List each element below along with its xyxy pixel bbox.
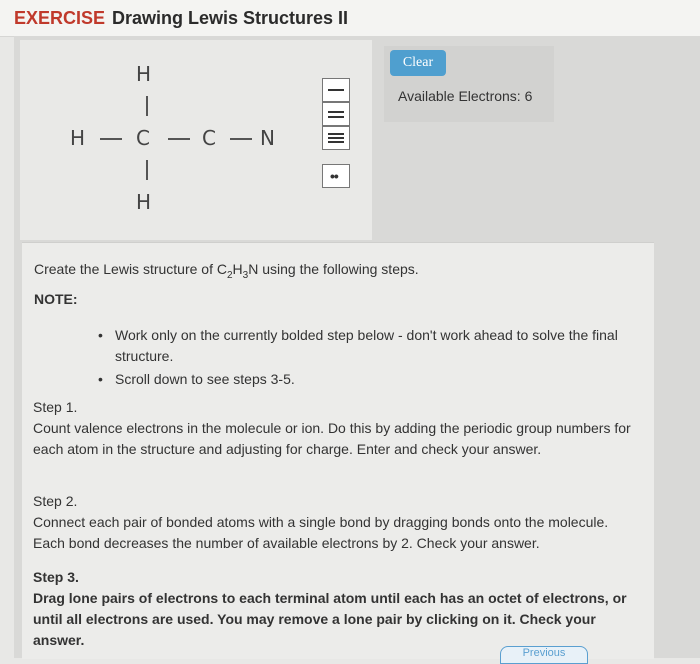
exercise-label: EXERCISE [14,8,106,28]
bond-c2-n[interactable] [230,138,252,140]
formula-mid: H [232,261,243,277]
atom-n[interactable]: N [260,126,275,150]
atom-h-left[interactable]: H [70,126,86,150]
single-bond-tool[interactable] [322,78,350,102]
note-bullet-2: • Scroll down to see steps 3-5. [98,369,638,390]
lewis-drawing-canvas[interactable] [20,40,372,240]
instructions-panel [22,242,654,659]
atom-h-top[interactable]: H [136,62,152,86]
step-2-label: Step 2. [33,493,78,509]
atom-c2[interactable]: C [202,126,216,150]
lone-pair-icon: •• [330,168,338,184]
bond-h-c1[interactable] [100,138,122,140]
step-1-text: Count valence electrons in the molecule or ion. Do this by adding the periodic group numbers for each atom in the structure and adjusting for charge. Enter and check your answer. [33,420,631,457]
note-bullet-1: • Work only on the currently bolded step below - don't work ahead to solve the final structure. [98,325,638,367]
bond-c1-c2[interactable] [168,138,190,140]
step-2-text: Connect each pair of bonded atoms with a single bond by dragging bonds onto the molecule. Each bond decreases the number of available electrons by 2. Check your answer. [33,514,609,551]
double-bond-tool[interactable] [322,102,350,126]
available-electrons: Available Electrons: 6 [398,88,533,104]
step-3-label: Step 3. [33,569,79,585]
step-3-text: Drag lone pairs of electrons to each terminal atom until each has an octet of electrons, or until all electrons are used. You may remove a lone pair by clicking on it. Check your answer. [33,590,627,648]
lone-pair-tool[interactable] [322,164,350,188]
step-3 [33,567,633,651]
exercise-title: Drawing Lewis Structures II [112,8,349,28]
prompt-post: N using the following steps. [248,261,419,277]
step-1 [33,397,633,460]
note-bullets [98,325,638,392]
triple-bond-tool[interactable] [322,126,350,150]
bond-c1-h-bottom[interactable] [146,160,148,180]
formula-sub-1: 2 [226,269,233,281]
bond-c1-h-top[interactable] [146,96,148,116]
note-label: NOTE: [34,291,78,307]
clear-button[interactable]: Clear [390,50,446,76]
atom-h-bottom[interactable]: H [136,190,152,214]
atom-c1[interactable]: C [136,126,150,150]
formula-sub-2: 3 [242,269,249,281]
step-2 [33,491,633,554]
step-1-label: Step 1. [33,399,78,415]
prompt-pre: Create the Lewis structure of C [34,261,227,277]
prompt-text [34,261,419,281]
exercise-header [0,0,700,37]
previous-button[interactable]: Previous [500,646,588,664]
